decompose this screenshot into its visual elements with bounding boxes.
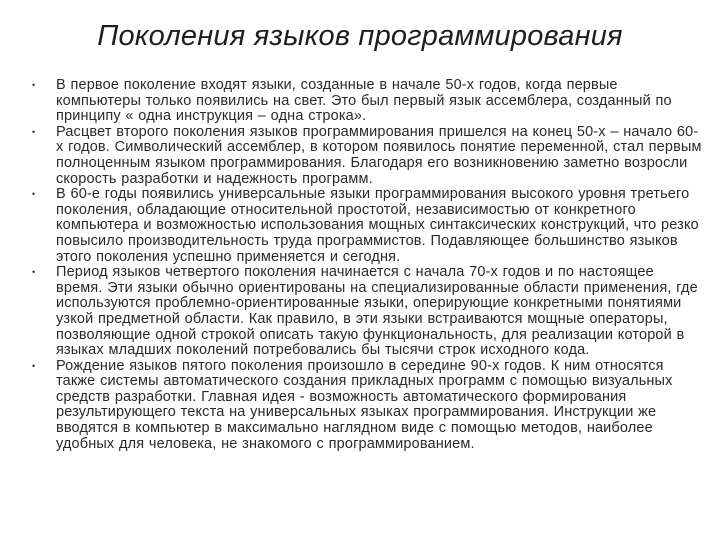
list-item: [30, 359, 702, 453]
bullet-icon: •: [32, 267, 36, 278]
bullet-icon: •: [32, 189, 36, 200]
list-item-text: Период языков четвертого поколения начинается с начала 70-х годов и по настоящее время. Эти языки обычно ориентированы на специализированные области применения, где используются проблемно-ориентированные языки, оперирующие конкретными понятиями узкой предметной области. Как правило, в эти языки встраиваются мощные операторы, позволяющие одной строкой описать такую функциональность, для реализации которой в языках младших поколений потребовались бы тысячи строк исходного кода.: [56, 264, 698, 359]
bullet-icon: •: [32, 126, 36, 137]
list-item-text: Рождение языков пятого поколения произошло в середине 90-х годов. К ним относятся также системы автоматического создания прикладных программ с помощью визуальных средств разработки. Главная идея - возможность автоматического формирования результирующего текста на универсальных языках программирования. Инструкции же вводятся в компьютер в максимально наглядном виде с помощью методов, наиболее удобных для человека, не знакомого с программированием.: [56, 357, 673, 452]
bullet-icon: •: [32, 80, 36, 90]
list-item-text: В первое поколение входят языки, созданные в начале 50-х годов, когда первые компьютеры только появились на свет. Это был первый язык ассемблера, созданный по принципу « одна инструкция – одна строка».: [56, 77, 672, 125]
list-item: [30, 125, 702, 187]
slide-title: Поколения языков программирования: [97, 20, 623, 52]
bullet-list: [30, 78, 702, 452]
list-item-text: В 60-е годы появились универсальные языки программирования высокого уровня третьего поколения, обладающие относительной простотой, независимостью от конкретного компьютера и возможностью использования мощных синтаксических конструкций, что резко повысило производительность труда программистов. Подавляющее большинство языков этого поколения успешно применяется и сегодня.: [56, 186, 699, 265]
list-item: [30, 78, 702, 125]
list-item: [30, 265, 702, 359]
list-item-text: Расцвет второго поколения языков программирования пришелся на конец 50-х – начало 60-х годов. Символический ассемблер, в котором появилось понятие переменной, стал первым полноценным языком программирования. Благодаря его возникновению заметно возросли скорость разработки и надежность программ.: [56, 123, 702, 187]
list-item: [30, 187, 702, 265]
bullet-icon: •: [32, 360, 36, 371]
